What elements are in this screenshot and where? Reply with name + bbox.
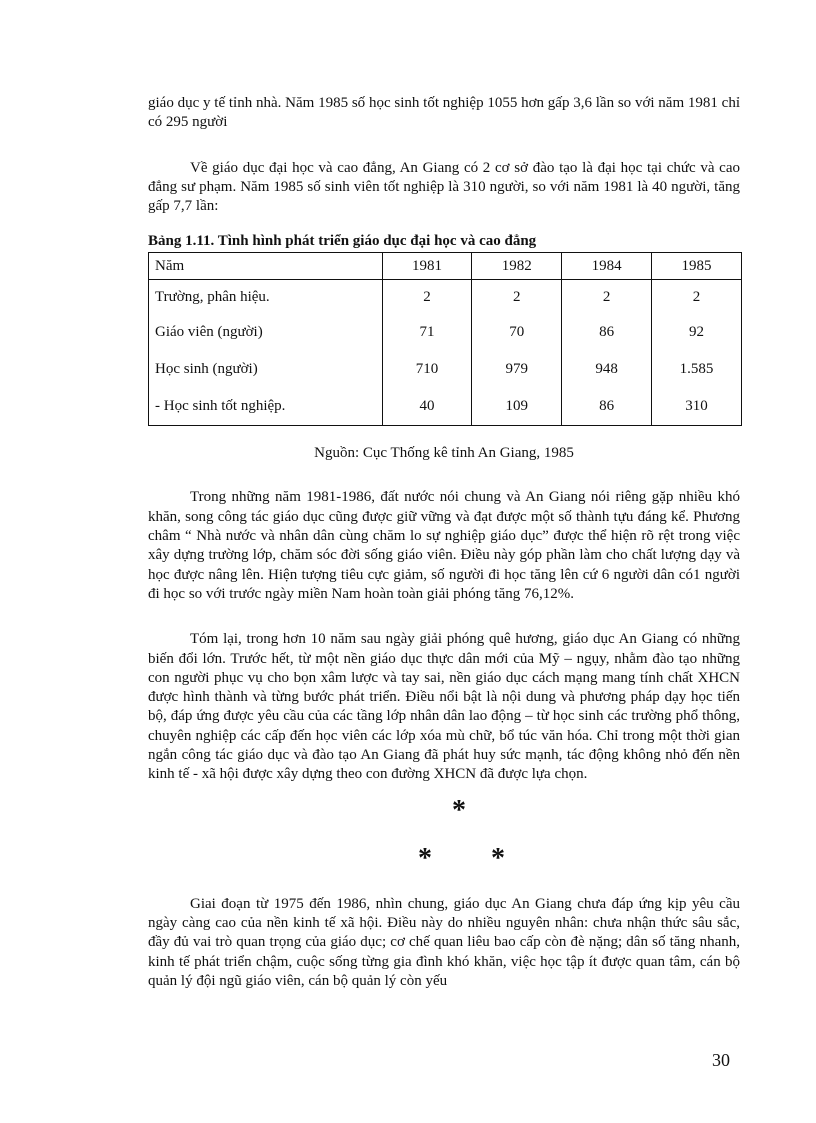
page-number: 30 (712, 1050, 730, 1070)
separator-star: * (418, 842, 432, 874)
paragraph-1981-1986: Trong những năm 1981-1986, đất nước nói chung và An Giang nói riêng gặp nhiều khó khăn, song công tác giáo dục cũng được giữ vững và đạt được một số thành tựu đáng kể. Phương châm “ Nhà nước và nhân dân cùng chăm lo sự nghiệp giáo dục” được thể hiện rõ rệt trong việc xây dựng trường lớp, chăm sóc đời sống giáo viên. Điều này góp phần làm cho chất lượng dạy và học được nâng lên. Hiện tượng tiêu cực giảm, số người đi học tăng lên cứ 6 người dân có1 người đi học so với trước ngày miền Nam hoàn toàn giải phóng tăng 76,12%. (148, 489, 740, 602)
table-cell: 2 (652, 280, 742, 315)
table-cell: 70 (472, 314, 562, 351)
table-header-cell: 1981 (382, 253, 472, 280)
paragraph-intro: giáo dục y tế tỉnh nhà. Năm 1985 số học sinh tốt nghiệp 1055 hơn gấp 3,6 lần so với năm 1981 chỉ có 295 người (148, 95, 740, 131)
table-cell: 109 (472, 388, 562, 426)
table-header-cell: 1984 (562, 253, 652, 280)
table-cell: 2 (562, 280, 652, 315)
separator-star: * (491, 842, 505, 874)
table-cell: 2 (472, 280, 562, 315)
table-title: Bảng 1.11. Tình hình phát triển giáo dục đại học và cao đẳng (148, 233, 537, 250)
table-cell: 979 (472, 351, 562, 388)
table-header-cell: 1982 (472, 253, 562, 280)
table-header-row (149, 253, 742, 280)
table-cell: 1.585 (652, 351, 742, 388)
table-cell: - Học sinh tốt nghiệp. (149, 388, 383, 426)
table-cell: 710 (382, 351, 472, 388)
table-cell: Giáo viên (người) (149, 314, 383, 351)
table-cell: 310 (652, 388, 742, 426)
table-cell: Trường, phân hiệu. (149, 280, 383, 315)
separator-star: * (452, 794, 466, 826)
document-page (148, 94, 740, 991)
table-cell: 86 (562, 314, 652, 351)
table-cell: Học sinh (người) (149, 351, 383, 388)
table-cell: 40 (382, 388, 472, 426)
table-row (149, 314, 742, 351)
table-header-cell: 1985 (652, 253, 742, 280)
table-cell: 2 (382, 280, 472, 315)
table-cell: 86 (562, 388, 652, 426)
table-cell: 948 (562, 351, 652, 388)
table-row (149, 388, 742, 426)
table-header-cell: Năm (149, 253, 383, 280)
table-row (149, 351, 742, 388)
paragraph-summary: Tóm lại, trong hơn 10 năm sau ngày giải phóng quê hương, giáo dục An Giang có những biến đổi lớn. Trước hết, từ một nền giáo dục thực dân mới của Mỹ – ngụy, nhằm đào tạo những con người phục vụ cho bọn xâm lược và tay sai, nền giáo dục cách mạng mang tính chất XHCN được hình thành và từng bước phát triển. Điều nổi bật là nội dung và phương pháp dạy học tiến bộ, đáp ứng được yêu cầu của các tầng lớp nhân dân lao động – từ học sinh các trường phổ thông, chuyên nghiệp các cấp đến học viên các lớp xóa mù chữ, bổ túc văn hóa. Chỉ trong một thời gian ngắn công tác giáo dục và đào tạo An Giang đã phát huy sức mạnh, tác động không nhỏ đến nền kinh tế - xã hội được xây dựng theo con đường XHCN đã được lựa chọn. (148, 631, 740, 783)
table-cell: 71 (382, 314, 472, 351)
section-separator (148, 785, 740, 895)
table-row (149, 280, 742, 315)
paragraph-higher-education: Về giáo dục đại học và cao đẳng, An Giang có 2 cơ sở đào tạo là đại học tại chức và cao đẳng sư phạm. Năm 1985 số sinh viên tốt nghiệp là 310 người, so với năm 1981 là 40 người, tăng gấp 7,7 lần: (148, 159, 740, 215)
paragraph-1975-1986: Giai đoạn từ 1975 đến 1986, nhìn chung, giáo dục An Giang chưa đáp ứng kịp yêu cầu ngày càng cao của nền kinh tế xã hội. Điều này do nhiều nguyên nhân: chưa nhận thức sâu sắc, đầy đủ vai trò quan trọng của giáo dục; cơ chế quan liêu bao cấp còn đè nặng; dân số tăng nhanh, kinh tế phát triển chậm, cuộc sống từng gia đình khó khăn, việc học tập ít được quan tâm, cán bộ quản lý đội ngũ giáo viên, cán bộ quản lý còn yếu (148, 895, 740, 989)
table-source: Nguồn: Cục Thống kê tỉnh An Giang, 1985 (314, 445, 574, 462)
table-cell: 92 (652, 314, 742, 351)
education-table (148, 252, 742, 426)
